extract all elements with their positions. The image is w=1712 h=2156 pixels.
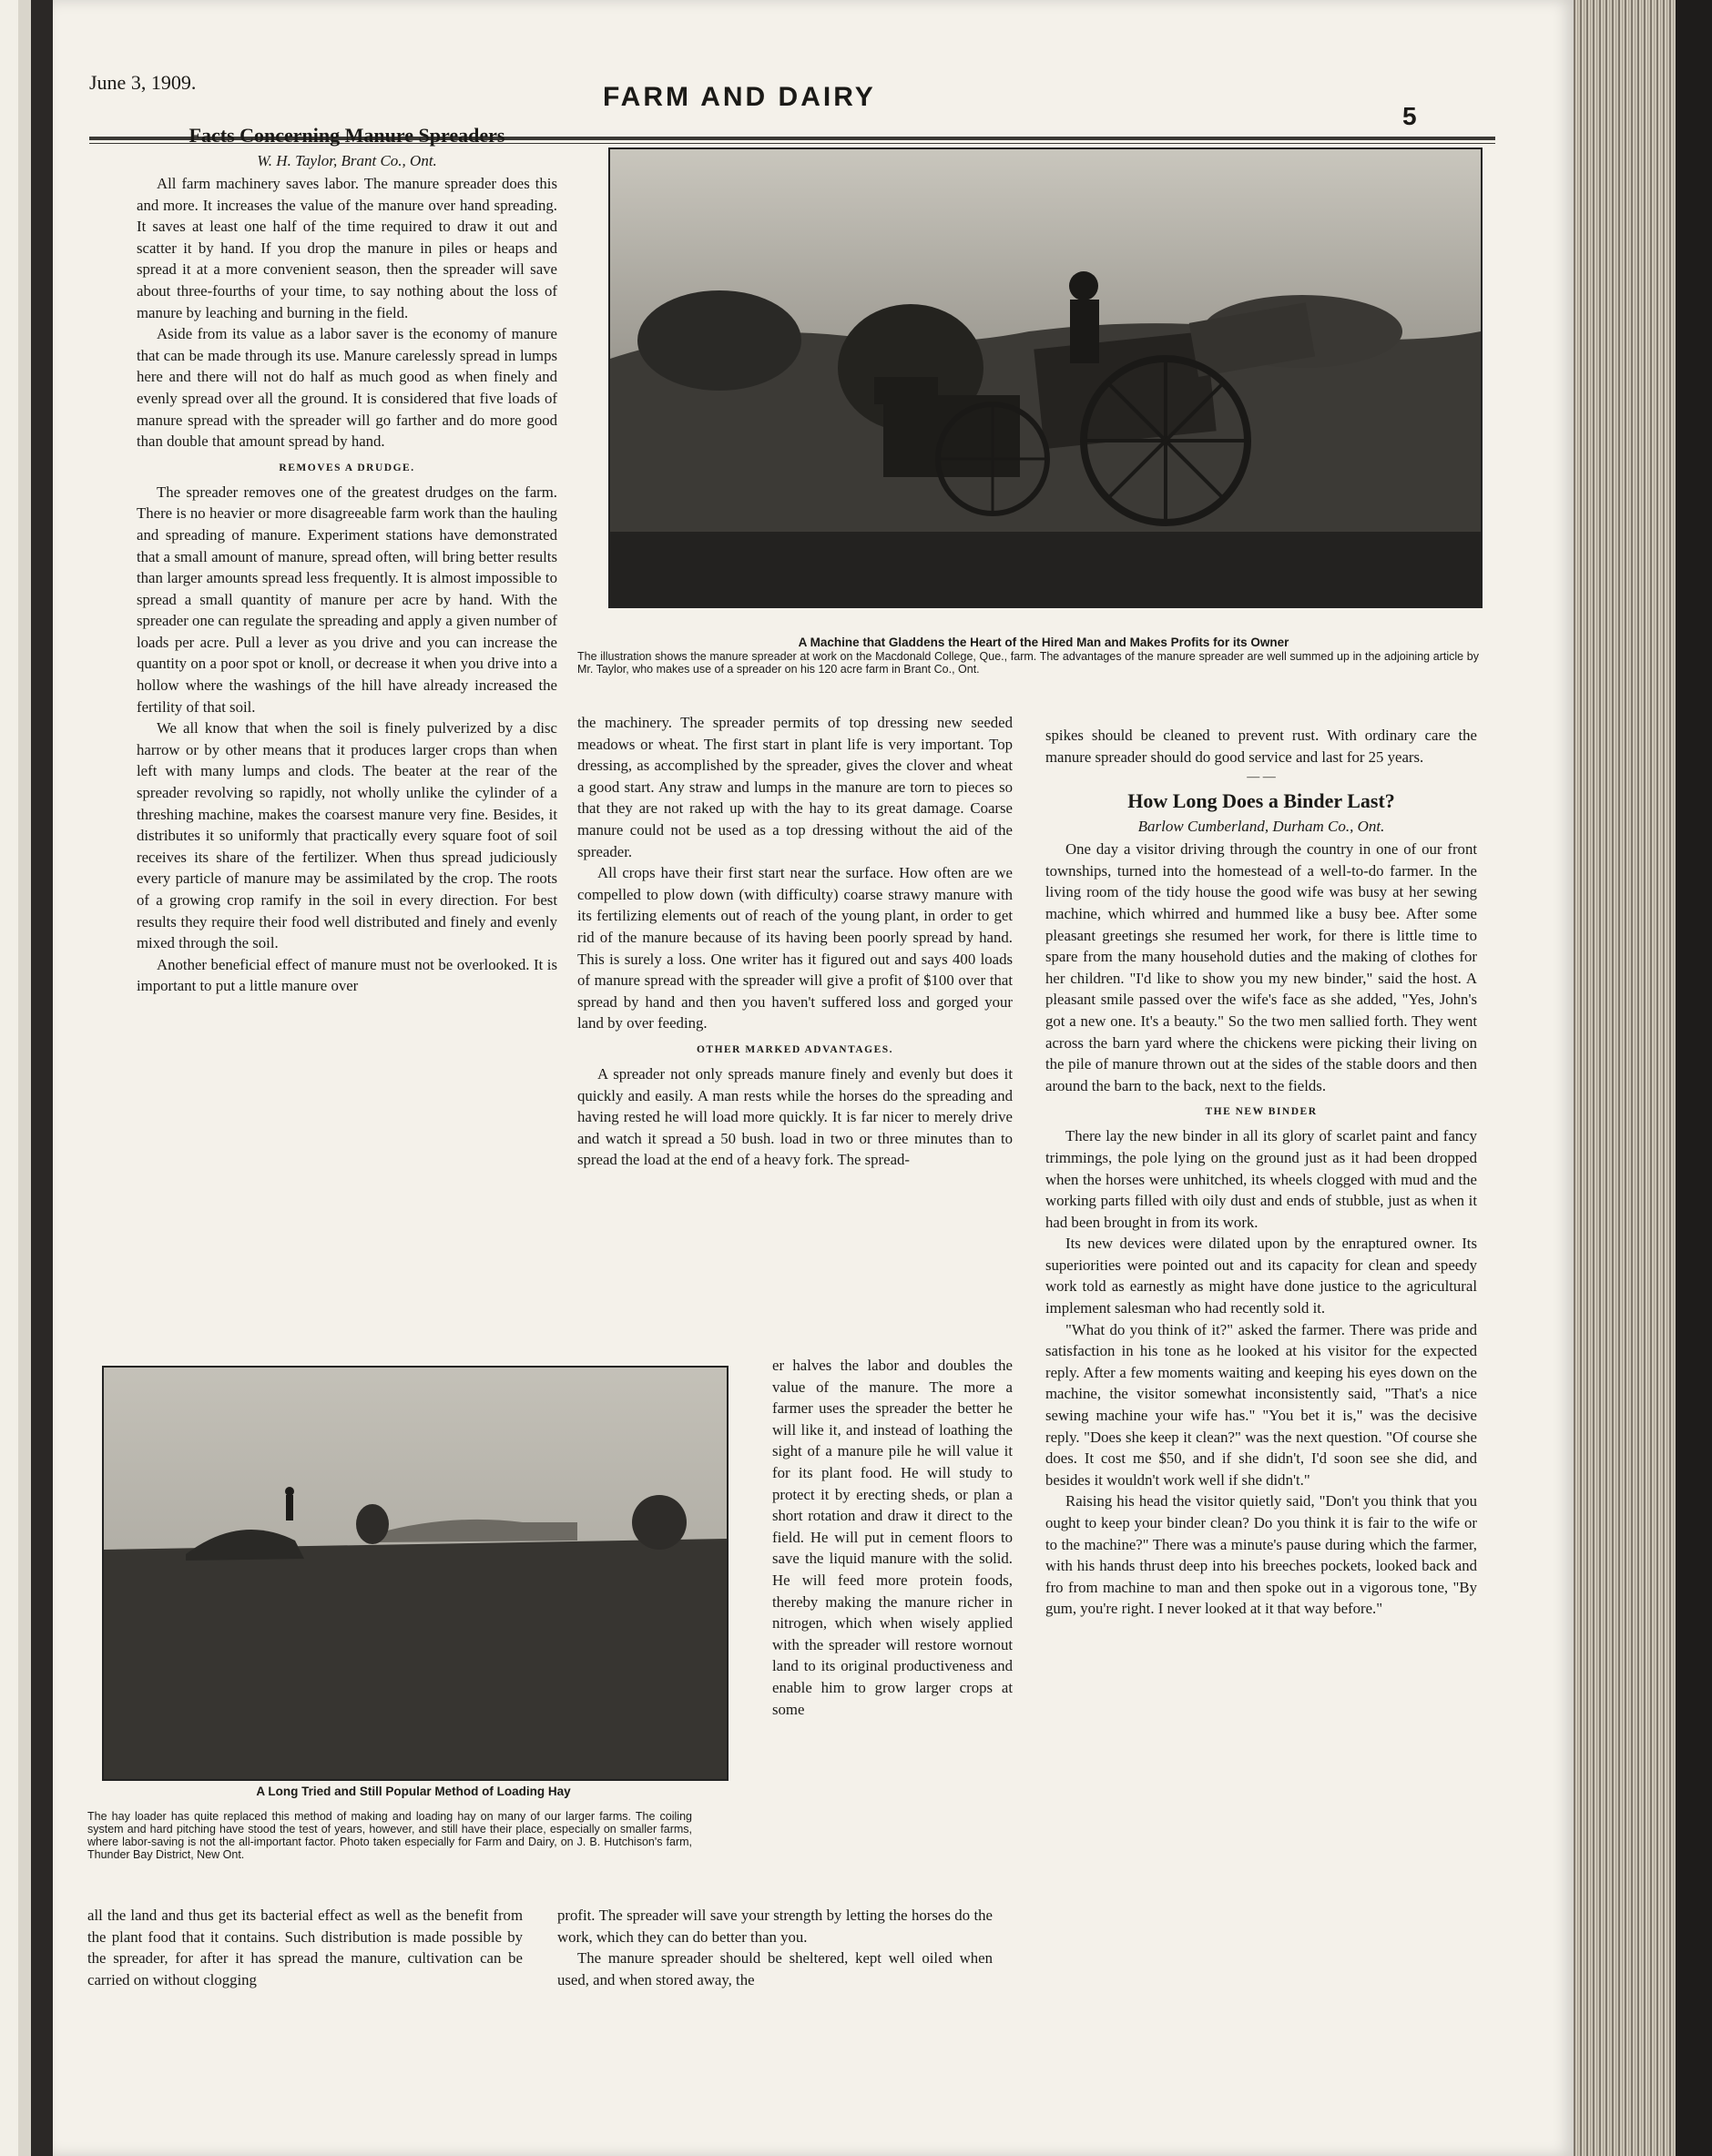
article-divider: — — [1247, 770, 1276, 785]
paragraph: There lay the new binder in all its glory of scarlet paint and fancy trimmings, the pole lying on the ground just as it had been dropped when the horses were unhitched, its wheels clogged with mud and the working parts filled with oily dust and ends of stubble, just as when it had been brought in from its work. [1045, 1127, 1477, 1231]
paragraph: Its new devices were dilated upon by the enraptured owner. Its superiorities were pointed out and its capacity for clean and speedy work told as earnestly as might have done justice to the agricultural implement salesman who had recently sold it. [1045, 1235, 1477, 1317]
paragraph: A spreader not only spreads manure finely and evenly but does it quickly and easily. A man rests while the horses do the spreading and having rested he will load more quickly. It is far nicer to merely drive and watch it spread a 50 bush. load in two or three minutes than to spread the load at the end of a heavy fork. The spread- [577, 1064, 1013, 1169]
paragraph: The manure spreader should be sheltered, kept well oiled when used, and when stored away, the [557, 1949, 993, 1988]
paragraph: profit. The spreader will save your strength by letting the horses do the work, which they can do better than you. [557, 1907, 993, 1946]
issue-date: June 3, 1909. [89, 71, 197, 94]
hay-loading-photo [102, 1366, 729, 1781]
article-title: How Long Does a Binder Last? [1127, 789, 1395, 813]
photo1-caption-body: The illustration shows the manure spreader at work on the Macdonald College, Que., farm. The advantages of the manure spreader are well summed up in the adjoining article by Mr. Taylor, who makes use of a spreader on his 120 acre farm in Brant Co., Ont. [577, 650, 1479, 676]
column-3 [1045, 725, 1477, 1620]
photo1-caption-title: A Machine that Gladdens the Heart of the Hired Man and Makes Profits for its Owner [798, 636, 1289, 649]
paragraph: Raising his head the visitor quietly said, "Don't you think that you ought to keep your binder clean? Do you think it is fair to the wife or to the machine?" There was a minute's pause during which the farmer, with his hands thrust deep into his breeches pockets, looked back and fro from machine to man and then spoke out in a vigorous tone, "By gum, you're right. I never looked at it that way before." [1045, 1492, 1477, 1618]
paragraph: All farm machinery saves labor. The manure spreader does this and more. It increases the value of the manure over hand spreading. It saves at least one half of the time required to draw it out and scatter it by hand. If you drop the manure in piles or heaps and spread it at a more convenient season, then the spreader will save about three-fourths of your time, to say nothing about the loss of manure by leaching and burning in the field. [137, 175, 557, 321]
page-number: 5 [1402, 102, 1417, 130]
section-subhead: THE NEW BINDER [1205, 1106, 1318, 1118]
paragraph: We all know that when the soil is finely pulverized by a disc harrow or by other means that it produces larger crops than when left with many lumps and clods. The beater at the rear of the spreader revolving so rapidly, not wholly unlike the cylinder of a threshing machine, makes the coarsest manure very fine. Besides, it distributes it so uniformly that practically every square foot of soil receives its share of the fertilizer. When thus spread judiciously every particle of manure may be assimilated by the crop. The roots of a growing crop ramify in the soil in every direction. For best results they require their food well distributed and finely and evenly mixed through the soil. [137, 719, 557, 952]
section-subhead: OTHER MARKED ADVANTAGES. [696, 1043, 894, 1055]
book-page-edges [1574, 0, 1712, 2156]
paragraph: The spreader removes one of the greatest drudges on the farm. There is no heavier or more disagreeable farm work than the hauling and spreading of manure. Experiment stations have demonstrated that a small amount of manure, spread often, will bring better results than larger amounts spread less frequently. It is almost impossible to spread a small quantity of manure per acre by hand. With the spreader one can regulate the spreading and apply a given number of loads per acre. Pull a lever as you drive and you can increase the quantity on a poor spot or knoll, or decrease it when you drive into a hollow where the washings of the hill have already increased the fertility of that soil. [137, 483, 557, 716]
photo2-caption-title: A Long Tried and Still Popular Method of Loading Hay [256, 1785, 571, 1798]
column-2-bottom [557, 1905, 993, 1990]
article-byline: Barlow Cumberland, Durham Co., Ont. [1137, 818, 1385, 836]
column-2-narrow [772, 1355, 1013, 1720]
paragraph: all the land and thus get its bacterial effect as well as the benefit from the plant food that it contains. Such distribution is made possible by the spreader, for after it has spread the manure, cultivation can be carried on without clogging [87, 1907, 523, 1988]
photo-image [104, 1368, 727, 1779]
paragraph: One day a visitor driving through the country in one of our front townships, turned into the homestead of a well-to-do farmer. In the living room of the tidy house the good wife was busy at her sewing machine, which whirred and hummed like a busy bee. After some pleasant greetings she resumed her work, for there is little time to spare from the many household duties and the making of clothes for her children. "I'd like to show you my new binder," said the host. A pleasant smile passed over the wife's face as she added, "Yes, John's got a new one. It's a beauty." So the two men sallied forth. They went across the barn yard where the chickens were picking their living on the pile of manure thrown out at the sides of the stable doors and then around the barn to the back, next to the fields. [1045, 840, 1477, 1094]
column-1 [137, 122, 557, 997]
photo-image [610, 149, 1481, 606]
column-2 [577, 712, 1013, 1171]
paragraph: er halves the labor and doubles the value of the manure. The more a farmer uses the spreader the better he will like it, and instead of loathing the sight of a manure pile he will value it for its plant food. He will study to protect it by erecting sheds, or plan a short rotation and draw it direct to the field. He will put in cement floors to save the liquid manure with the solid. He will feed more protein foods, thereby making the manure richer in nitrogen, which when wisely applied with the spreader will restore wornout land to its original productiveness and enable him to grow larger crops at some [772, 1357, 1013, 1718]
paragraph: Aside from its value as a labor saver is the economy of manure that can be made through its use. Manure carelessly spread in lumps here and there will not do half as much good as when finely and evenly spread over all the ground. It is considered that five loads of manure spread with the spreader will go farther and do more good than double that amount spread by hand. [137, 325, 557, 451]
paragraph: "What do you think of it?" asked the farmer. There was pride and satisfaction in his tone as he looked at his visitor for the expected reply. After a few moments waiting and keeping his eyes down on the machine, the visitor somewhat inconsistently said, "That's a nice sewing machine your wife has." "You bet it is," was the decisive reply. "Does she keep it clean?" was the next question. "Of course she does. It cost me $50, and if she didn't, I'd soon see she did, and besides it wouldn't work well if she didn't." [1045, 1320, 1477, 1489]
column-1-bottom [87, 1905, 523, 1990]
section-subhead: REMOVES A DRUDGE. [279, 462, 415, 473]
book-binding [0, 0, 53, 2156]
paragraph: All crops have their first start near the surface. How often are we compelled to plow down (with difficulty) coarse strawy manure with its fertilizing elements out of reach of the young plant, in order to get rid of the manure because of its having been poorly spread by hand. This is surely a loss. One writer has it figured out and says 400 loads of manure spread with the spreader will give a profit of $100 over that spread by hand and then you haven't suffered loss and gorged your land by over feeding. [577, 864, 1013, 1032]
article-byline: W. H. Taylor, Brant Co., Ont. [257, 152, 437, 169]
manure-spreader-photo [608, 147, 1483, 608]
masthead-title: FARM AND DAIRY [603, 82, 876, 112]
photo2-caption-body: The hay loader has quite replaced this method of making and loading hay on many of our larger farms. The coiling system and hard pitching have stood the test of years, however, and still have their place, especially on smaller farms, where labor-saving is not the all-important factor. Photo taken especially for Farm and Dairy, on J. B. Hutchison's farm, Thunder Bay District, New Ont. [87, 1810, 692, 1861]
paragraph: Another beneficial effect of manure must not be overlooked. It is important to put a little manure over [137, 955, 557, 995]
article-title: Facts Concerning Manure Spreaders [189, 124, 505, 147]
paragraph: the machinery. The spreader permits of top dressing new seeded meadows or wheat. The first start in plant life is very important. Top dressing, as accomplished by the spreader, gives the clover and wheat a good start. Any straw and lumps in the manure are torn to pieces so that they are not raked up with the hay to its great damage. Coarse manure could not be used as a top dressing without the aid of the spreader. [577, 714, 1013, 860]
paragraph: spikes should be cleaned to prevent rust. With ordinary care the manure spreader should do good service and last for 25 years. [1045, 727, 1477, 766]
